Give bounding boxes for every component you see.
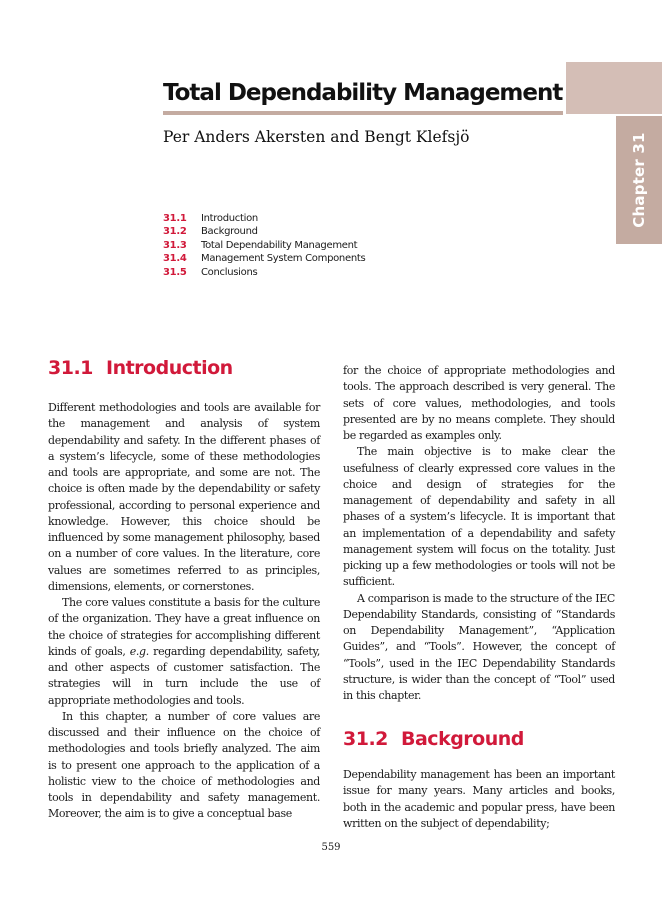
toc-item-number: 31.4 <box>163 253 187 265</box>
eg-abbreviation: e.g. <box>129 644 149 658</box>
corner-decor-block <box>566 62 662 114</box>
toc-item[interactable] <box>163 266 365 279</box>
right-column <box>343 363 615 704</box>
toc-item-label: Management System Components <box>201 253 366 265</box>
page-number: 559 <box>321 842 341 853</box>
title-underline-rule <box>163 111 563 115</box>
toc-item[interactable] <box>163 239 365 252</box>
intro-paragraph-2 <box>48 595 320 709</box>
section-title: Introduction <box>106 357 233 379</box>
table-of-contents <box>163 212 365 279</box>
section-heading-background <box>343 728 524 750</box>
background-paragraph-1: Dependability management has been an important issue for many years. Many articles and books, both in the academic and popular press, have been written on the subject of dependability; <box>343 768 615 830</box>
toc-item-label: Total Dependability Management <box>201 239 358 251</box>
intro-paragraph-2-end: regarding dependability, safety, and other aspects of customer satisfaction. The strategies will in turn include the use of appropriate methodologies and tools. <box>48 644 320 707</box>
toc-item-label: Background <box>201 226 258 238</box>
section-number: 31.2 <box>343 728 388 750</box>
chapter-title: Total Dependability Management <box>163 80 563 106</box>
toc-item[interactable] <box>163 252 365 265</box>
section-number: 31.1 <box>48 357 93 379</box>
intro-paragraph-1: Different methodologies and tools are available for the management and analysis of system dependability and safety. In the different phases of a system’s lifecycle, some of these methodologies and tools are appropriate, and some are not. The choice is often made by the dependability or safety professional, according to personal experience and knowledge. However, this choice should be influenced by some management philosophy, based on a number of core values. In the literature, core values are sometimes referred to as principles, dimensions, elements, or cornerstones. <box>48 401 320 593</box>
intro-paragraph-2-start: The core values constitute a basis for the culture of the organization. They have a great influence on the choice of strategies for accomplishing different kinds of goals, <box>48 596 320 658</box>
intro-paragraph-3-continued: for the choice of appropriate methodologies and tools. The approach described is very general. The sets of core values, methodologies, and tools presented are by no means complete. They should be regarded as examples only. <box>343 364 615 442</box>
intro-paragraph-5: A comparison is made to the structure of the IEC Dependability Standards, consisting of “Standards on Dependability Management”, “Application Guides”, and “Tools”. However, the concept of “Tools”, used in the IEC Dependability Standards structure, is wider than the concept of “Tool” used in this chapter. <box>343 591 615 702</box>
toc-item-label: Conclusions <box>201 266 258 278</box>
section-heading-introduction <box>48 357 233 379</box>
toc-item[interactable] <box>163 212 365 225</box>
toc-item-number: 31.5 <box>163 266 187 278</box>
chapter-tab-label: Chapter 31 <box>630 132 648 228</box>
left-column <box>48 400 320 823</box>
section-title: Background <box>401 728 524 750</box>
toc-item-number: 31.1 <box>163 213 187 224</box>
toc-item-label: Introduction <box>201 213 258 224</box>
chapter-authors: Per Anders Akersten and Bengt Klefsjö <box>163 128 470 146</box>
toc-item-number: 31.2 <box>163 226 187 238</box>
intro-paragraph-3: In this chapter, a number of core values are discussed and their influence on the choice of methodologies and tools briefly analyzed. The aim is to present one approach to the application of a holistic view to the choice of methodologies and tools in dependability and safety management. Moreover, the aim is to give a conceptual base <box>48 709 320 821</box>
intro-paragraph-4: The main objective is to make clear the usefulness of clearly expressed core values in the choice and design of strategies for the management of dependability and safety in all phases of a system’s lifecycle. It is important that an implementation of a dependability and safety management system will focus on the totality. Just picking up a few methodologies or tools will not be sufficient. <box>343 445 615 589</box>
toc-item[interactable] <box>163 225 365 238</box>
background-column <box>343 767 615 832</box>
toc-item-number: 31.3 <box>163 239 187 251</box>
